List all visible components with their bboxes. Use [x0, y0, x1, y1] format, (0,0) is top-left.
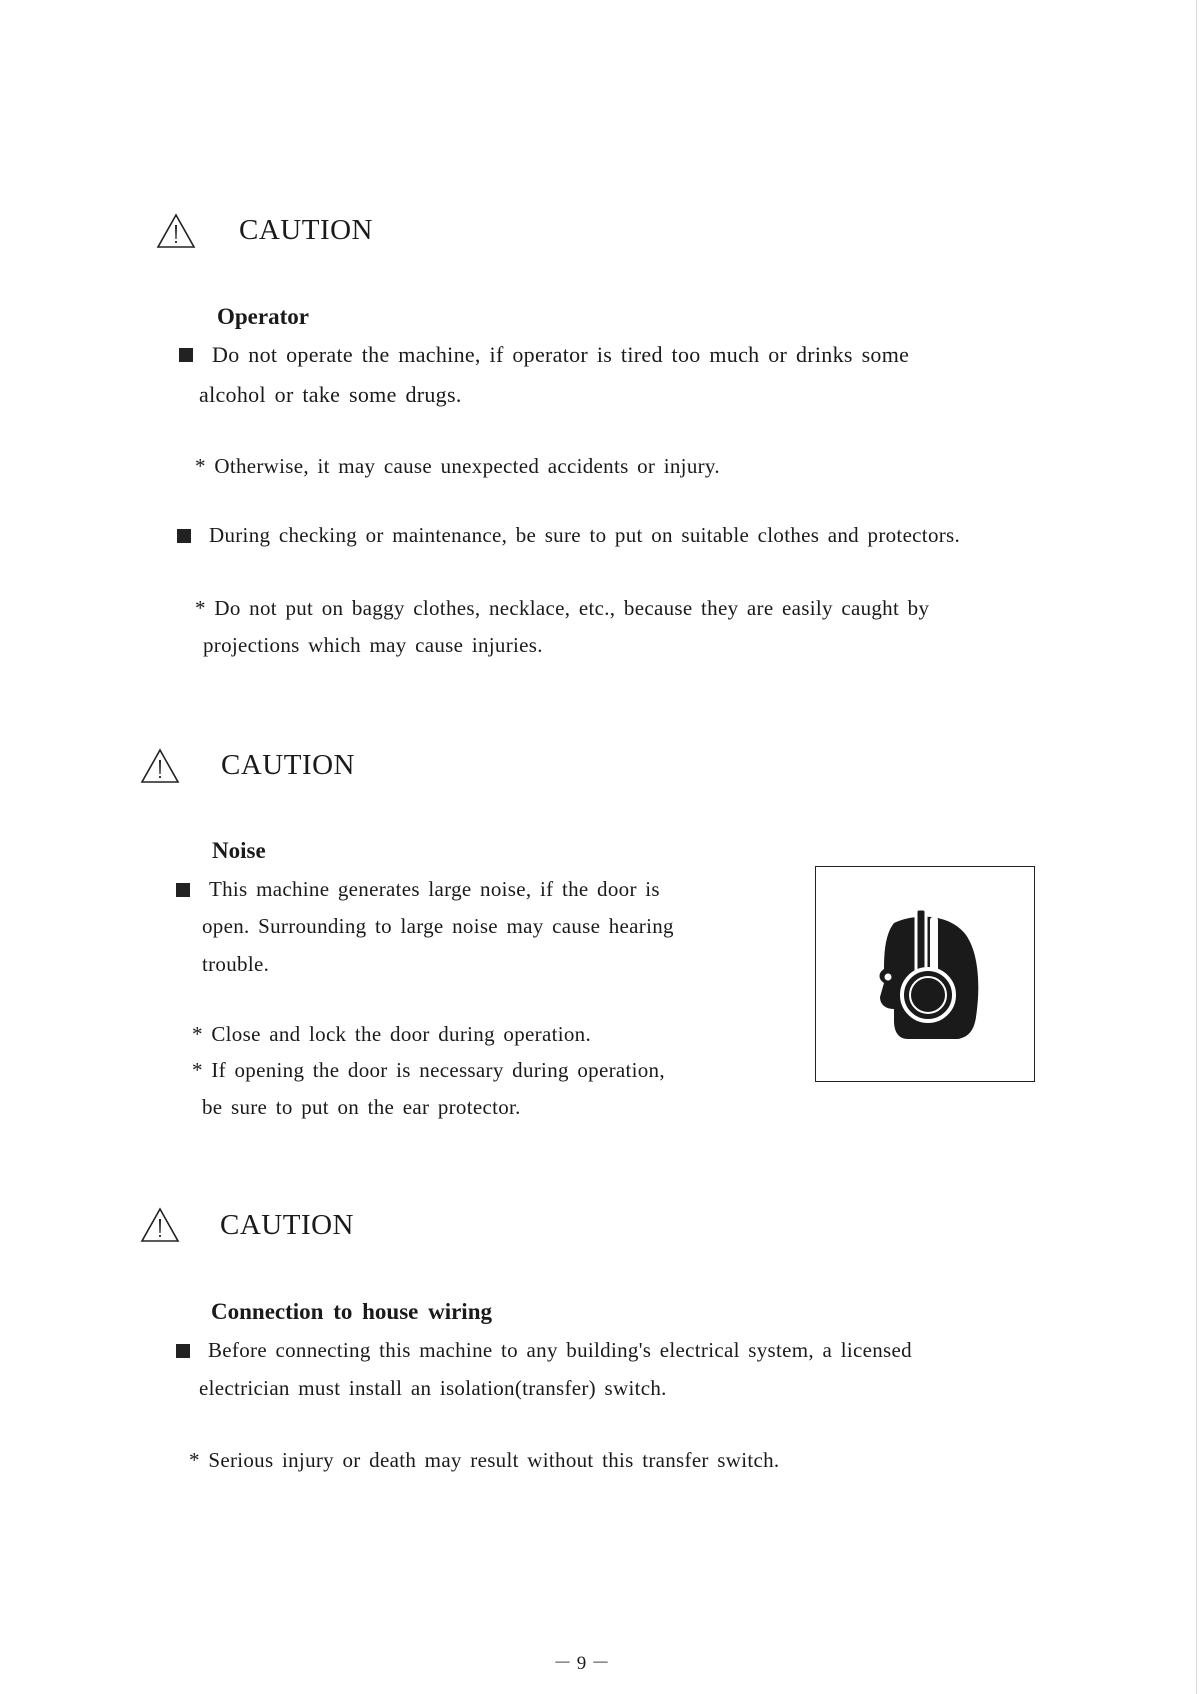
caution-heading: CAUTION — [221, 749, 355, 781]
note-line: * Close and lock the door during operation. — [192, 1022, 591, 1046]
page-number: － 9 － — [553, 1653, 611, 1674]
warning-triangle-icon — [155, 212, 197, 250]
bullet-line: This machine generates large noise, if the door is — [209, 877, 660, 901]
note-line: * If opening the door is necessary during operation, — [192, 1058, 665, 1082]
bullet-square-icon — [176, 1344, 190, 1358]
section-subtitle-operator: Operator — [217, 304, 309, 329]
note-line: * Do not put on baggy clothes, necklace, etc., because they are easily caught by — [195, 596, 930, 620]
bullet-line: electrician must install an isolation(transfer) switch. — [199, 1376, 667, 1400]
bullet-line: During checking or maintenance, be sure to put on suitable clothes and protectors. — [209, 523, 961, 547]
bullet-line: open. Surrounding to large noise may cause hearing — [202, 914, 674, 938]
bullet-line: Before connecting this machine to any building's electrical system, a licensed — [208, 1338, 912, 1362]
page-edge-rule — [1196, 0, 1197, 1694]
caution-heading: CAUTION — [239, 214, 373, 246]
ear-protection-sign — [815, 866, 1035, 1082]
bullet-square-icon — [176, 883, 190, 897]
warning-triangle-icon — [139, 747, 181, 785]
note-line: * Otherwise, it may cause unexpected accidents or injury. — [195, 454, 720, 478]
ear-protection-icon — [864, 909, 984, 1049]
note-line: projections which may cause injuries. — [203, 633, 543, 657]
bullet-square-icon — [177, 529, 191, 543]
note-line: be sure to put on the ear protector. — [202, 1095, 521, 1119]
bullet-line: trouble. — [202, 952, 270, 976]
note-line: * Serious injury or death may result without this transfer switch. — [189, 1448, 780, 1472]
section-subtitle-noise: Noise — [212, 838, 266, 863]
bullet-square-icon — [179, 348, 193, 362]
caution-heading: CAUTION — [220, 1209, 354, 1241]
bullet-line: Do not operate the machine, if operator is tired too much or drinks some — [212, 342, 910, 367]
section-subtitle-connection: Connection to house wiring — [211, 1299, 492, 1324]
warning-triangle-icon — [139, 1206, 181, 1244]
bullet-line: alcohol or take some drugs. — [199, 382, 462, 407]
